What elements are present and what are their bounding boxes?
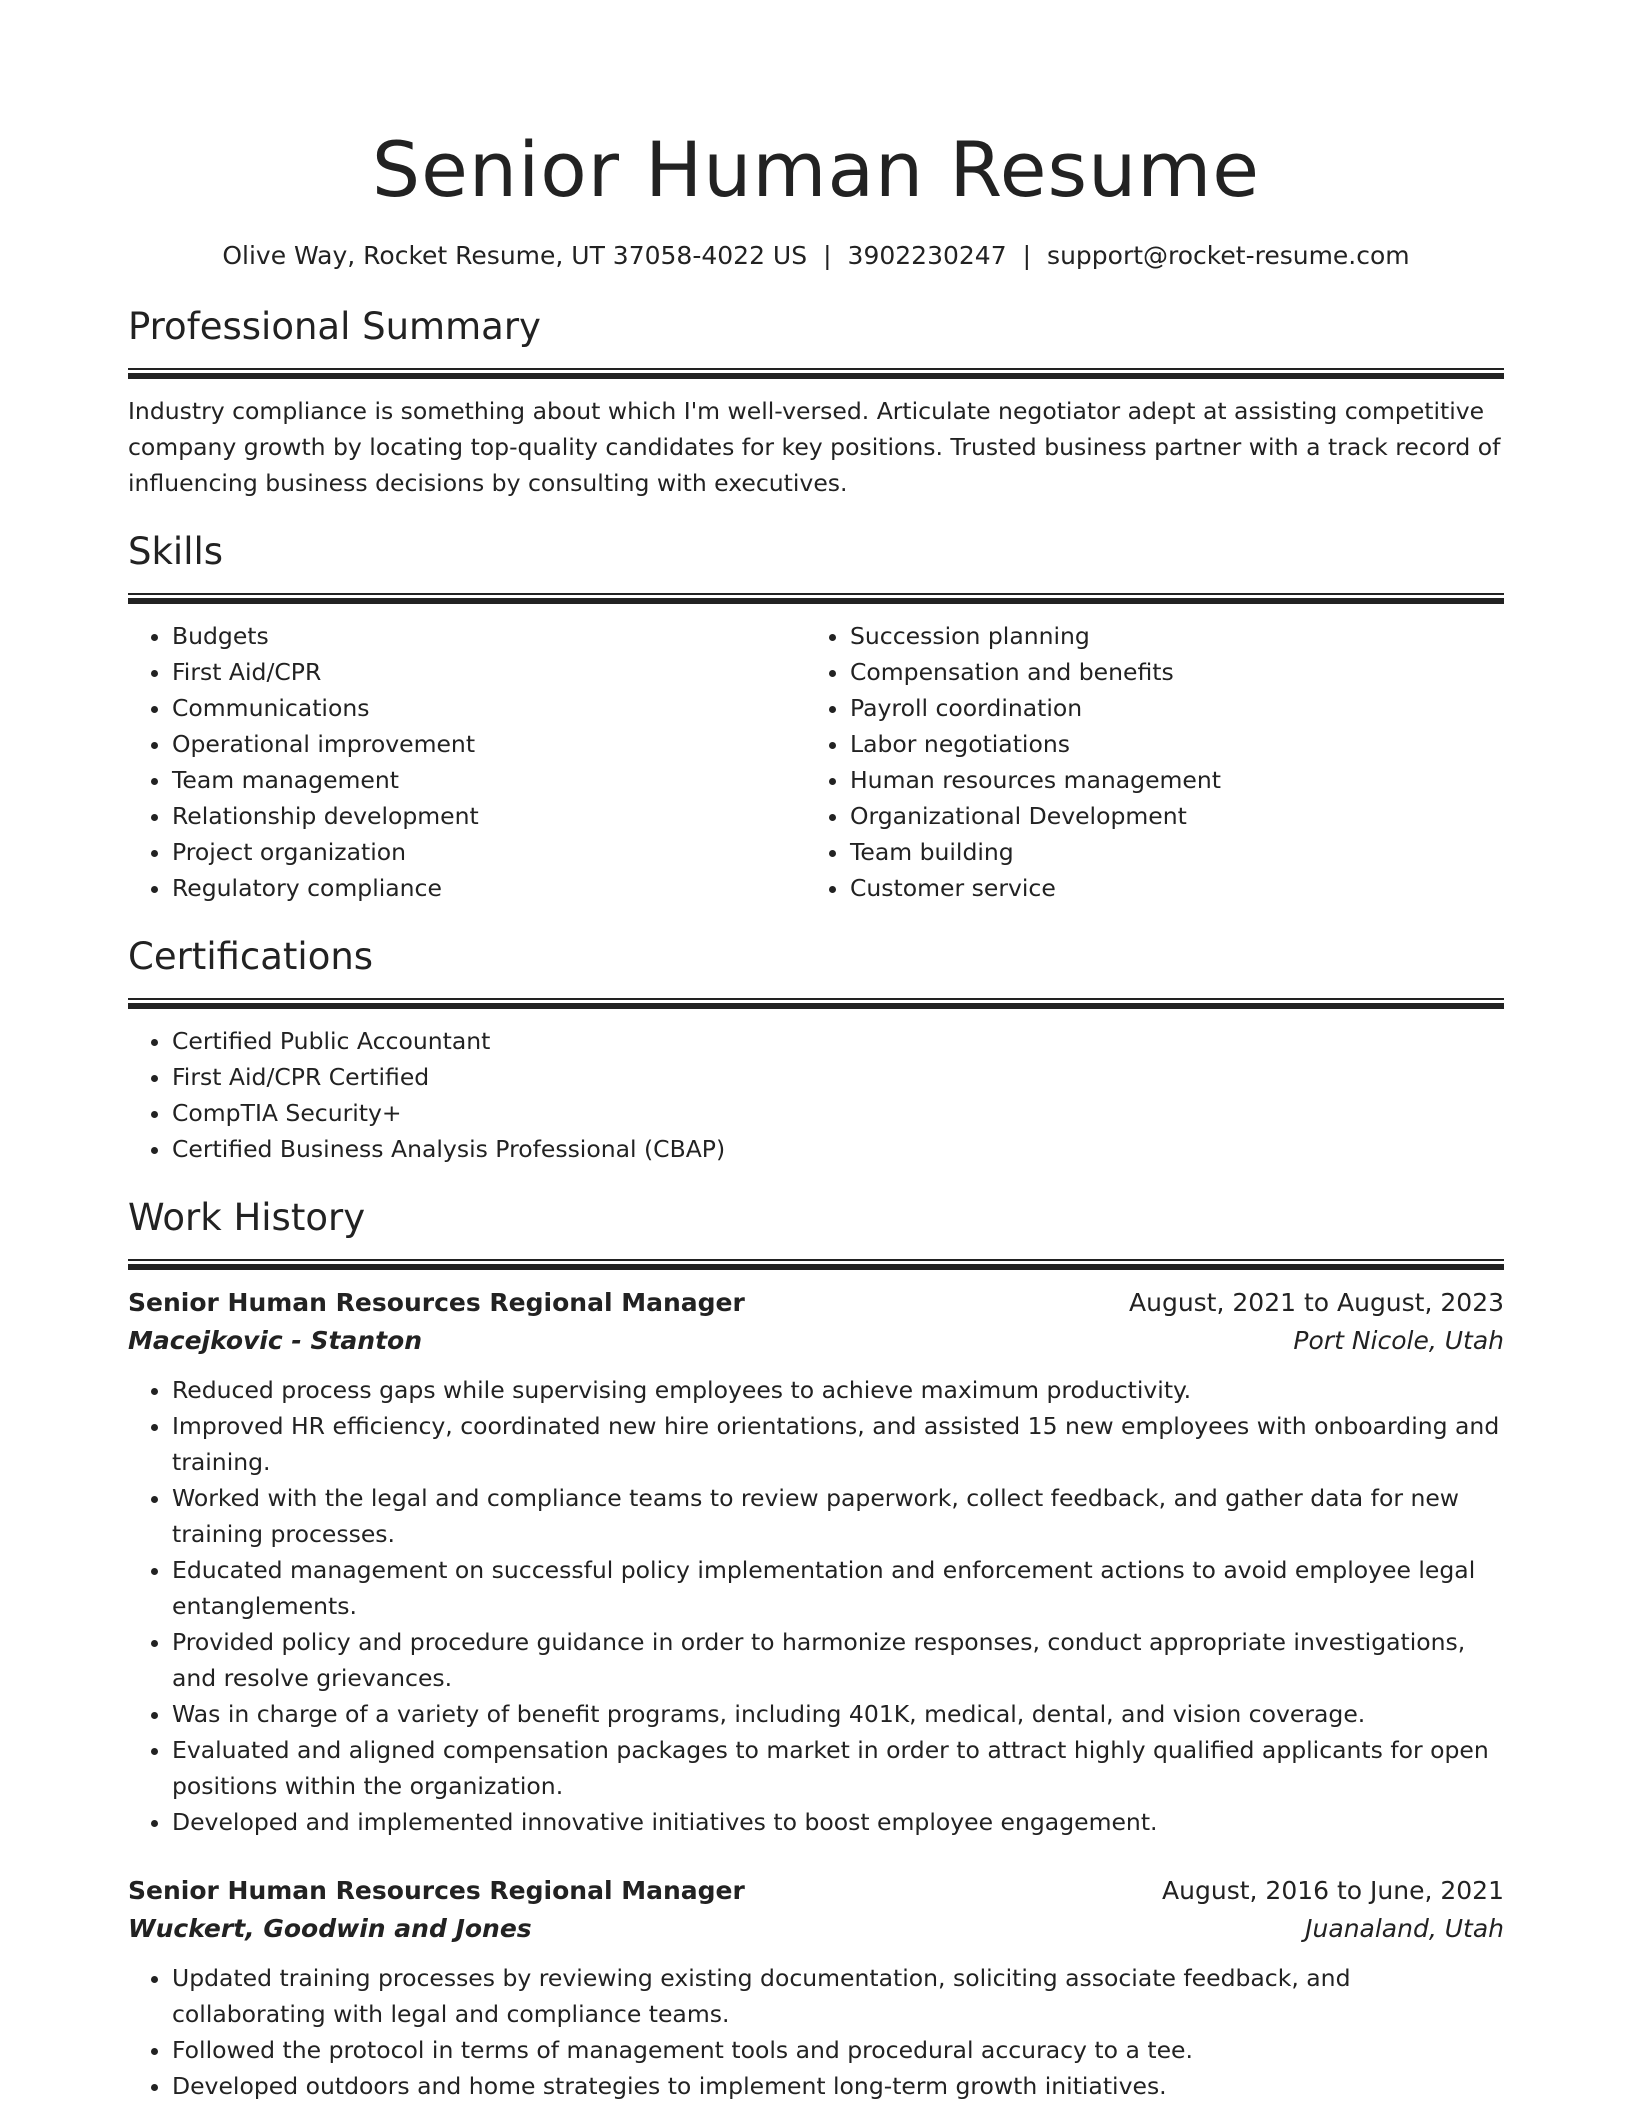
job-bullet: • Educated management on successful policy implementation and enforcement actions to avoid employee legal entanglements. [172,1552,1504,1624]
job-bullet: • Developed outdoors and home strategies to implement long-term growth initiatives. [172,2068,1504,2104]
job-subheader-row [128,1322,1504,1360]
job-bullet: • Provided policy and procedure guidance in order to harmonize responses, conduct appropriate investigations, and resolve grievances. [172,1624,1504,1696]
job-header-row [128,1284,1504,1322]
contact-phone: 3902230247 [847,241,1007,270]
job-bullet: • Reduced process gaps while supervising employees to achieve maximum productivity. [172,1372,1504,1408]
job-entry [128,1872,1504,2104]
skills-columns [128,618,1504,906]
certifications-list [128,1023,1504,1167]
job-title: Senior Human Resources Regional Manager [128,1288,745,1317]
job-location: Juanaland, Utah [1305,1914,1504,1943]
job-company: Wuckert, Goodwin and Jones [128,1914,532,1943]
resume-page [128,0,1504,2104]
skill-item: • Human resources management [850,762,1484,798]
job-bullets [128,1960,1504,2104]
job-bullet: • Worked with the legal and compliance teams to review paperwork, collect feedback, and gather data for new training processes. [172,1480,1504,1552]
job-bullet: • Followed the protocol in terms of management tools and procedural accuracy to a tee. [172,2032,1504,2068]
job-subheader-row [128,1910,1504,1948]
skill-item: • Customer service [850,870,1484,906]
section-divider [128,998,1504,1009]
skill-item: • Communications [172,690,806,726]
job-bullet: • Improved HR efficiency, coordinated new hire orientations, and assisted 15 new employees with onboarding and training. [172,1408,1504,1480]
job-header-row [128,1872,1504,1910]
summary-text: Industry compliance is something about which I'm well-versed. Articulate negotiator adept at assisting competitive company growth by locating top-quality candidates for key positions. Trusted business partner with a track record of influencing business decisions by consulting with executives. [128,397,1501,497]
skill-item: • Budgets [172,618,806,654]
job-bullet: • Was in charge of a variety of benefit programs, including 401K, medical, dental, and vision coverage. [172,1696,1504,1732]
certification-item: • Certified Business Analysis Professional (CBAP) [172,1131,1504,1167]
certification-item: • Certified Public Accountant [172,1023,1504,1059]
skills-list-left [128,618,806,906]
job-location: Port Nicole, Utah [1293,1326,1504,1355]
contact-address: Olive Way, Rocket Resume, UT 37058-4022 US [222,241,808,270]
section-title-certifications: Certifications [128,935,374,978]
certification-item: • CompTIA Security+ [172,1095,1504,1131]
contact-separator: | [823,241,832,270]
skill-item: • Team management [172,762,806,798]
contact-separator: | [1022,241,1032,270]
job-bullet: • Developed and implemented innovative initiatives to boost employee engagement. [172,1804,1504,1840]
job-bullets [128,1372,1504,1840]
skill-item: • Regulatory compliance [172,870,806,906]
section-title-work-history: Work History [128,1196,366,1239]
job-bullet: • Evaluated and aligned compensation packages to market in order to attract highly qualified applicants for open positions within the organization. [172,1732,1504,1804]
skill-item: • Labor negotiations [850,726,1484,762]
skill-item: • Project organization [172,834,806,870]
resume-name: Senior Human Resume [371,125,1261,214]
skills-section [128,527,1504,906]
skill-item: • Operational improvement [172,726,806,762]
section-divider [128,593,1504,604]
skill-item: • First Aid/CPR [172,654,806,690]
skill-item: • Succession planning [850,618,1484,654]
section-title-summary: Professional Summary [128,305,541,348]
certifications-section [128,932,1504,1167]
job-dates: August, 2016 to June, 2021 [1162,1876,1504,1905]
job-title: Senior Human Resources Regional Manager [128,1876,745,1905]
section-title-skills: Skills [128,530,224,573]
contact-line [128,240,1504,272]
contact-email: support@rocket-resume.com [1047,241,1410,270]
job-company: Macejkovic - Stanton [128,1326,423,1355]
skill-item: • Organizational Development [850,798,1484,834]
certification-item: • First Aid/CPR Certified [172,1059,1504,1095]
skills-list-right [806,618,1484,906]
section-divider [128,368,1504,379]
job-bullet: • Updated training processes by reviewing existing documentation, soliciting associate feedback, and collaborating with legal and compliance teams. [172,1960,1504,2032]
skill-item: • Team building [850,834,1484,870]
skill-item: • Relationship development [172,798,806,834]
work-history-section [128,1193,1504,2104]
job-dates: August, 2021 to August, 2023 [1129,1288,1504,1317]
job-entry [128,1284,1504,1840]
skill-item: • Compensation and benefits [850,654,1484,690]
section-divider [128,1259,1504,1270]
skill-item: • Payroll coordination [850,690,1484,726]
summary-section [128,302,1504,501]
